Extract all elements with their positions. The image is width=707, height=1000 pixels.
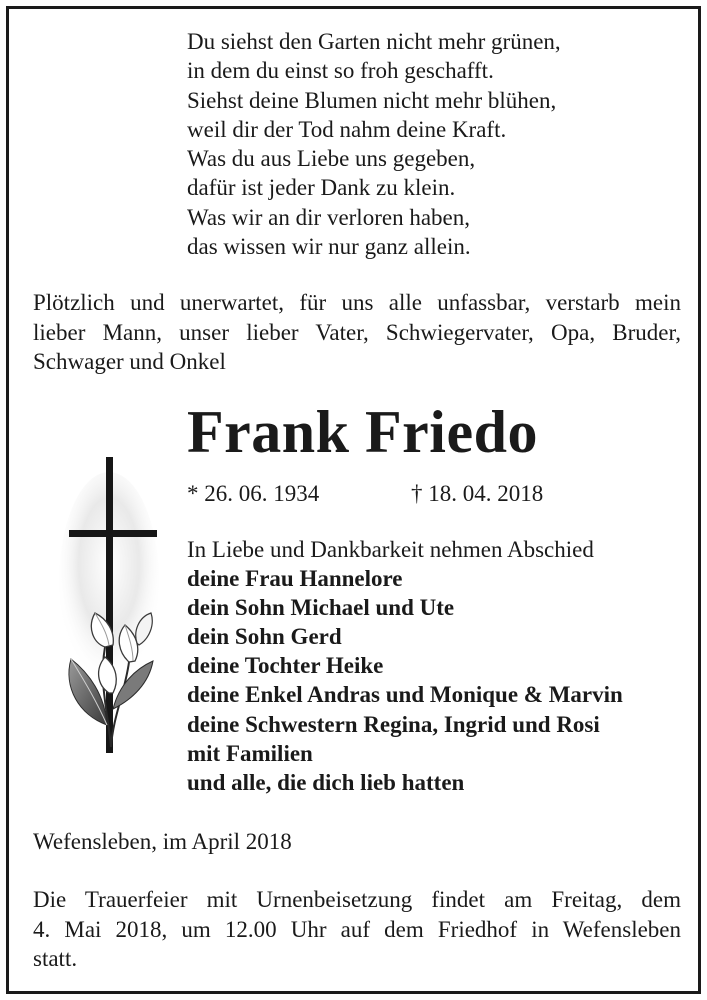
poem-line: dafür ist jeder Dank zu klein. xyxy=(187,175,456,201)
poem-line: Was du aus Liebe uns gegeben, xyxy=(187,146,476,172)
deceased-name: Frank Friedo xyxy=(187,399,538,465)
announcement-line: Plötzlich und unerwartet, für uns alle unfassbar, verstarb mein xyxy=(33,290,681,315)
mourners-list xyxy=(187,535,623,797)
funeral-line: Die Trauerfeier mit Urnenbeisetzung findet am Freitag, dem xyxy=(33,887,681,912)
mourner-line: deine Tochter Heike xyxy=(187,653,384,679)
memorial-poem xyxy=(187,27,561,261)
funeral-details xyxy=(33,885,681,974)
mourner-line: und alle, die dich lieb hatten xyxy=(187,769,465,795)
poem-line: weil dir der Tod nahm deine Kraft. xyxy=(187,116,507,142)
place-and-date: Wefensleben, im April 2018 xyxy=(33,829,292,854)
mourner-line: dein Sohn Michael und Ute xyxy=(187,595,455,621)
mourners-intro: In Liebe und Dankbarkeit nehmen Abschied xyxy=(187,537,594,562)
poem-line: Du siehst den Garten nicht mehr grünen, xyxy=(187,29,561,54)
poem-line: Was wir an dir verloren haben, xyxy=(187,204,470,230)
cross-with-calla-lilies-icon xyxy=(49,447,169,757)
mourner-line: deine Frau Hannelore xyxy=(187,566,403,592)
mourner-line: dein Sohn Gerd xyxy=(187,624,342,650)
announcement-line: lieber Mann, unser lieber Vater, Schwiegervater, Opa, Bruder, xyxy=(33,319,681,345)
announcement-line: Schwager und Onkel xyxy=(33,349,226,374)
poem-line: das wissen wir nur ganz allein. xyxy=(187,234,471,260)
death-date: † 18. 04. 2018 xyxy=(411,481,544,506)
birth-date: * 26. 06. 1934 xyxy=(187,481,320,506)
mourner-line: deine Schwestern Regina, Ingrid und Rosi xyxy=(187,711,600,737)
mourner-line: mit Familien xyxy=(187,740,313,766)
funeral-line: 4. Mai 2018, um 12.00 Uhr auf dem Friedhof in Wefensleben xyxy=(33,916,681,942)
obituary-notice xyxy=(6,6,701,994)
mourner-line: deine Enkel Andras und Monique & Marvin xyxy=(187,682,623,708)
poem-line: Siehst deine Blumen nicht mehr blühen, xyxy=(187,87,557,113)
poem-line: in dem du einst so froh geschafft. xyxy=(187,58,494,84)
funeral-line: statt. xyxy=(33,946,78,971)
death-announcement xyxy=(33,288,681,377)
